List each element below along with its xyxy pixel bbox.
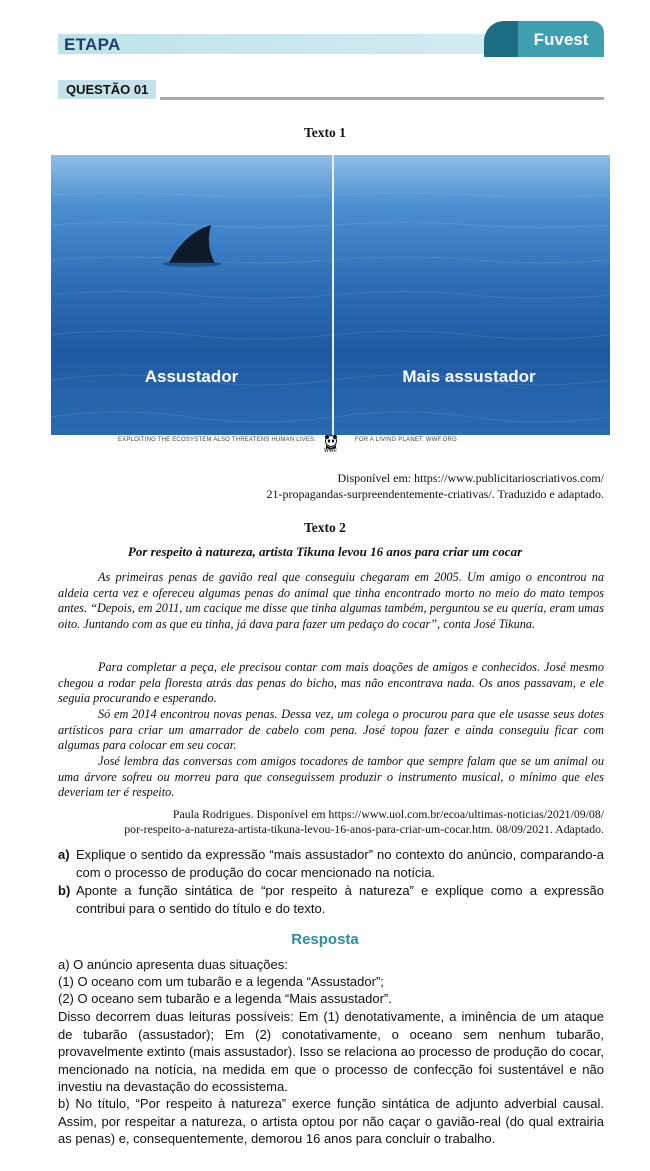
answer-line: b) No título, “Por respeito à natureza” exerce função sintática de adjunto adverbial causal. Assim, por respeitar a natureza, o artista optou por não caçar o gavião-real (do qual extrairia as penas) e, consequentemente, demorou 16 anos para concluir o trabalho. — [58, 1096, 604, 1146]
text1-title: Texto 1 — [304, 125, 346, 140]
ocean-waves-right — [334, 155, 610, 435]
shark-fin-icon — [169, 225, 215, 263]
text2-title: Texto 2 — [304, 520, 346, 535]
ocean-waves-left — [51, 155, 332, 435]
answer-title: Resposta — [291, 931, 359, 948]
text2-paragraph: José lembra das conversas com amigos tocadores de tambor que sempre falam que se um animal ou uma árvore sofreu ou morreu para que conseguissem produzir o instrumento musical, o mínimo que eles deveriam ter é respeito. — [58, 754, 604, 800]
question-item-b — [58, 882, 604, 918]
text2-paragraph: Só em 2014 encontrou novas penas. Dessa vez, um colega o procurou para que ele usasse seus dotes artísticos para criar um amarrador de cabelo com pena. José topou fazer e ainda conseguiu ficar com algumas para colocar em seu cocar. — [58, 707, 604, 753]
answer-line: (1) O oceano com um tubarão e a legenda “Assustador”; — [58, 974, 384, 989]
text2-paragraph: Para completar a peça, ele precisou contar com mais doações de amigos e conhecidos. José mesmo chegou a rodar pela floresta atrás das penas do bicho, mas não encontrava nada. Os anos passavam, e ele seguia procurando e esperando. — [58, 660, 604, 706]
question-divider — [160, 97, 604, 100]
question-item-a — [58, 846, 604, 882]
question-label: QUESTÃO 01 — [58, 80, 156, 99]
ad-panel-shark — [51, 155, 332, 435]
text2-credit-line1: Paula Rodrigues. Disponível em https://www.uol.com.br/ecoa/ultimas-noticias/2021/09/08/ — [172, 807, 604, 821]
item-text: Explique o sentido da expressão “mais assustador” no contexto do anúncio, comparando-a com o processo de produção do cocar mencionado na notícia. — [76, 847, 604, 880]
ad-footer-left: EXPLOITING THE ECOSYSTEM ALSO THREATENS HUMAN LIVES. — [118, 437, 317, 443]
ad-panel-empty — [334, 155, 610, 435]
ad-caption-left: Assustador — [144, 367, 239, 386]
text1-source-line2: 21-propagandas-surpreendentemente-criativas/. Traduzido e adaptado. — [266, 487, 604, 501]
exam-label: Fuvest — [533, 30, 589, 49]
item-text: Aponte a função sintática de “por respeito à natureza” e explique como a expressão contribui para o sentido do título e do texto. — [76, 883, 604, 916]
answer-line: (2) O oceano sem tubarão e a legenda “Mais assustador”. — [58, 991, 392, 1006]
text2-paragraph: As primeiras penas de gavião real que conseguiu chegaram em 2005. Um amigo o encontrou na aldeia certa vez e ofereceu algumas penas do animal que tinha encontrado morto no meio do mato tempos antes. “Depois, em 2011, um cacique me disse que tinha algumas também, perguntou se eu queria, eram umas oito. Juntando com as que eu tinha, já dava para fazer um pedaço do cocar”, conta José Tikuna. — [58, 570, 604, 631]
text1-source-line1: Disponível em: https://www.publicitarioscriativos.com/ — [337, 471, 604, 485]
brand-logo: ETAPA — [64, 35, 121, 54]
ad-footer-right: FOR A LIVING PLANET: WWF.ORG — [355, 437, 457, 443]
text2-credit-line2: por-respeito-a-natureza-artista-tikuna-levou-16-anos-para-criar-um-cocar.htm. 08/09/2021. Adaptado. — [124, 822, 604, 836]
wwf-logo-text: WWF — [324, 448, 338, 454]
ad-caption-right: Mais assustador — [402, 367, 536, 386]
answer-line: a) O anúncio apresenta duas situações: — [58, 957, 288, 972]
wwf-ad-image — [51, 155, 610, 435]
text2-subtitle: Por respeito à natureza, artista Tikuna levou 16 anos para criar um cocar — [127, 544, 523, 559]
answer-line: Disso decorrem duas leituras possíveis: Em (1) denotativamente, a iminência de um ataque de tubarão (assustador); Em (2) conotativamente, o oceano sem nenhum tubarão, provavelmente extinto (mais assustador). Isso se relaciona ao processo de produção do cocar, mencionado na notícia, na medida em que o processo de confecção foi sustentável e não investiu na devastação do ecossistema. — [58, 1009, 604, 1094]
item-key: b) — [58, 883, 71, 898]
item-key: a) — [58, 847, 70, 862]
